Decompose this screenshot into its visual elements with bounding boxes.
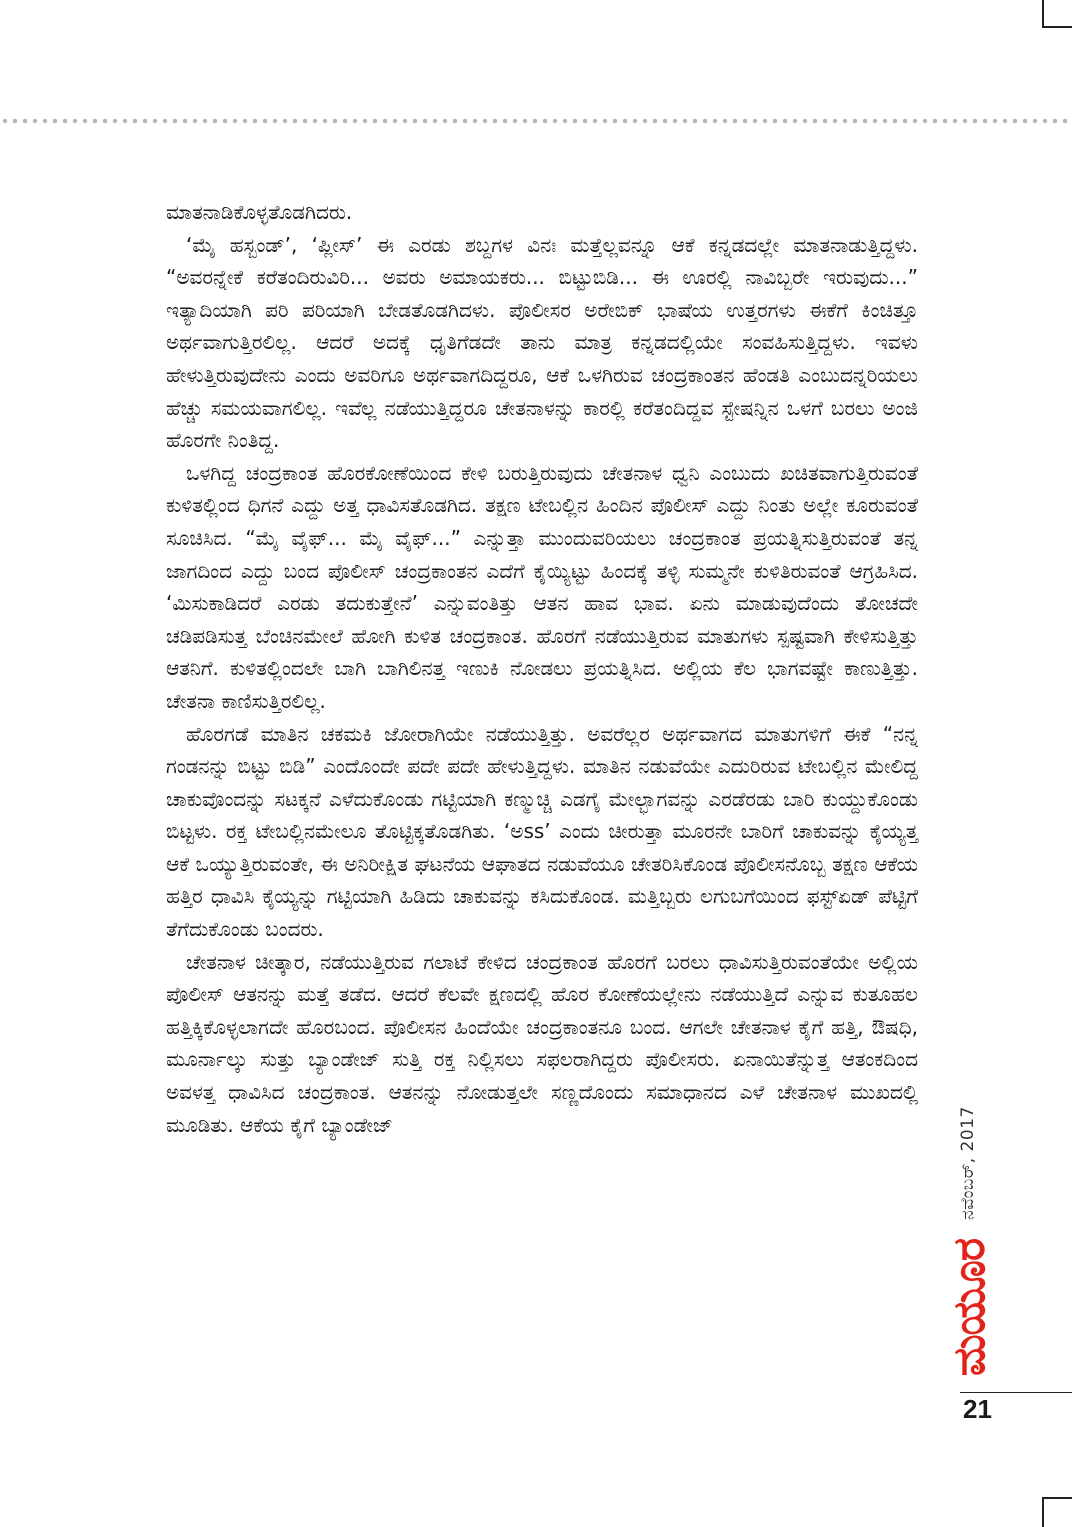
paragraph: ಹೊರಗಡೆ ಮಾತಿನ ಚಕಮಕಿ ಜೋರಾಗಿಯೇ ನಡೆಯುತ್ತಿತ್ತು. ಅವರೆಲ್ಲರ ಅರ್ಥವಾಗದ ಮಾತುಗಳಿಗೆ ಈಕೆ “ನನ್ನ ಗಂಡನನ್ನು ಬಿಟ್ಟು ಬಿಡಿ” ಎಂದೊಂದೇ ಪದೇ ಪದೇ ಹೇಳುತ್ತಿದ್ದಳು. ಮಾತಿನ ನಡುವೆಯೇ ಎದುರಿರುವ ಟೇಬಲ್ಲಿನ ಮೇಲಿದ್ದ ಚಾಕುವೊಂದನ್ನು ಸಟಕ್ಕನೆ ಎಳೆದುಕೊಂಡು ಗಟ್ಟಿಯಾಗಿ ಕಣ್ಮುಚ್ಚಿ ಎಡಗೈ ಮೇಲ್ಭಾಗವನ್ನು ಎರಡೆರಡು ಬಾರಿ ಕುಯ್ದುಕೊಂಡು ಬಿಟ್ಟಳು. ರಕ್ತ ಟೇಬಲ್ಲಿನಮೇಲೂ ತೊಟ್ಟಿಕ್ಕತೊಡಗಿತು. ‘ಅss’ ಎಂದು ಚೀರುತ್ತಾ ಮೂರನೇ ಬಾರಿಗೆ ಚಾಕುವನ್ನು ಕೈಯ್ಯತ್ತ ಆಕೆ ಒಯ್ಯುತ್ತಿರುವಂತೇ, ಈ ಅನಿರೀಕ್ಷಿತ ಘಟನೆಯ ಆಘಾತದ ನಡುವೆಯೂ ಚೇತರಿಸಿಕೊಂಡ ಪೊಲೀಸನೊಬ್ಬ ತಕ್ಷಣ ಆಕೆಯ ಹತ್ತಿರ ಧಾವಿಸಿ ಕೈಯ್ಯನ್ನು ಗಟ್ಟಿಯಾಗಿ ಹಿಡಿದು ಚಾಕುವನ್ನು ಕಸಿದುಕೊಂಡ. ಮತ್ತಿಬ್ಬರು ಲಗುಬಗೆಯಿಂದ ಫಸ್ಟ್‌ಏಡ್ ಪೆಟ್ಟಿಗೆ ತೆಗೆದುಕೊಂಡು ಬಂದರು. [166,721,918,942]
paragraph: ‘ಮೈ ಹಸ್ಬಂಡ್’, ‘ಪ್ಲೀಸ್’ ಈ ಎರಡು ಶಬ್ದಗಳ ವಿನಃ ಮತ್ತೆಲ್ಲವನ್ನೂ ಆಕೆ ಕನ್ನಡದಲ್ಲೇ ಮಾತನಾಡುತ್ತಿದ್ದಳು. “ಅವರನ್ನೇಕೆ ಕರೆತಂದಿರುವಿರಿ... ಅವರು ಅಮಾಯಕರು... ಬಿಟ್ಟುಬಿಡಿ... ಈ ಊರಲ್ಲಿ ನಾವಿಬ್ಬರೇ ಇರುವುದು...” ಇತ್ಯಾದಿಯಾಗಿ ಪರಿ ಪರಿಯಾಗಿ ಬೇಡತೊಡಗಿದಳು. ಪೊಲೀಸರ ಅರೇಬಿಕ್ ಭಾಷೆಯ ಉತ್ತರಗಳು ಈಕೆಗೆ ಕಿಂಚಿತ್ತೂ ಅರ್ಥವಾಗುತ್ತಿರಲಿಲ್ಲ. ಆದರೆ ಅದಕ್ಕೆ ಧೃತಿಗೆಡದೇ ತಾನು ಮಾತ್ರ ಕನ್ನಡದಲ್ಲಿಯೇ ಸಂವಹಿಸುತ್ತಿದ್ದಳು. ಇವಳು ಹೇಳುತ್ತಿರುವುದೇನು ಎಂದು ಅವರಿಗೂ ಅರ್ಥವಾಗದಿದ್ದರೂ, ಆಕೆ ಒಳಗಿರುವ ಚಂದ್ರಕಾಂತನ ಹೆಂಡತಿ ಎಂಬುದನ್ನರಿಯಲು ಹೆಚ್ಚು ಸಮಯವಾಗಲಿಲ್ಲ. ಇವೆಲ್ಲ ನಡೆಯುತ್ತಿದ್ದರೂ ಚೇತನಾಳನ್ನು ಕಾರಲ್ಲಿ ಕರೆತಂದಿದ್ದವ ಸ್ಟೇಷನ್ನಿನ ಒಳಗೆ ಬರಲು ಅಂಜಿ ಹೊರಗೇ ನಿಂತಿದ್ದ. [166,232,918,453]
paragraph: ಒಳಗಿದ್ದ ಚಂದ್ರಕಾಂತ ಹೊರಕೋಣೆಯಿಂದ ಕೇಳಿ ಬರುತ್ತಿರುವುದು ಚೇತನಾಳ ಧ್ವನಿ ಎಂಬುದು ಖಚಿತವಾಗುತ್ತಿರುವಂತೆ ಕುಳಿತಲ್ಲಿಂದ ಧಿಗನೆ ಎದ್ದು ಅತ್ತ ಧಾವಿಸತೊಡಗಿದ. ತಕ್ಷಣ ಟೇಬಲ್ಲಿನ ಹಿಂದಿನ ಪೊಲೀಸ್ ಎದ್ದು ನಿಂತು ಅಲ್ಲೇ ಕೂರುವಂತೆ ಸೂಚಿಸಿದ. “ಮೈ ವೈಫ್... ಮೈ ವೈಫ್...” ಎನ್ನುತ್ತಾ ಮುಂದುವರಿಯಲು ಚಂದ್ರಕಾಂತ ಪ್ರಯತ್ನಿಸುತ್ತಿರುವಂತೆ ತನ್ನ ಜಾಗದಿಂದ ಎದ್ದು ಬಂದ ಪೊಲೀಸ್ ಚಂದ್ರಕಾಂತನ ಎದೆಗೆ ಕೈಯ್ಯಿಟ್ಟು ಹಿಂದಕ್ಕೆ ತಳ್ಳಿ ಸುಮ್ಮನೇ ಕುಳಿತಿರುವಂತೆ ಆಗ್ರಹಿಸಿದ. ‘ಮಿಸುಕಾಡಿದರೆ ಎರಡು ತದುಕುತ್ತೇನೆ’ ಎನ್ನುವಂತಿತ್ತು ಆತನ ಹಾವ ಭಾವ. ಏನು ಮಾಡುವುದೆಂದು ತೋಚದೇ ಚಡಿಪಡಿಸುತ್ತ ಬೆಂಚಿನಮೇಲೆ ಹೋಗಿ ಕುಳಿತ ಚಂದ್ರಕಾಂತ. ಹೊರಗೆ ನಡೆಯುತ್ತಿರುವ ಮಾತುಗಳು ಸ್ಪಷ್ಟವಾಗಿ ಕೇಳಿಸುತ್ತಿತ್ತು ಆತನಿಗೆ. ಕುಳಿತಲ್ಲಿಂದಲೇ ಬಾಗಿ ಬಾಗಿಲಿನತ್ತ ಇಣುಕಿ ನೋಡಲು ಪ್ರಯತ್ನಿಸಿದ. ಅಲ್ಲಿಯ ಕೆಲ ಭಾಗವಷ್ಟೇ ಕಾಣುತ್ತಿತ್ತು. ಚೇತನಾ ಕಾಣಿಸುತ್ತಿರಲಿಲ್ಲ. [166,460,918,713]
dotted-divider [0,118,1072,124]
issue-date [948,1098,988,1228]
page-number: 21 [963,1394,992,1424]
page-number-rule [960,1392,1072,1393]
crop-mark-top [1042,0,1072,28]
paragraph: ಮಾತನಾಡಿಕೊಳ್ಳತೊಡಗಿದರು. [166,200,353,224]
magazine-logo [944,1232,996,1382]
paragraph: ಚೇತನಾಳ ಚೀತ್ಕಾರ, ನಡೆಯುತ್ತಿರುವ ಗಲಾಟೆ ಕೇಳಿದ ಚಂದ್ರಕಾಂತ ಹೊರಗೆ ಬರಲು ಧಾವಿಸುತ್ತಿರುವಂತೆಯೇ ಅಲ್ಲಿಯ ಪೊಲೀಸ್ ಆತನನ್ನು ಮತ್ತೆ ತಡೆದ. ಆದರೆ ಕೆಲವೇ ಕ್ಷಣದಲ್ಲಿ ಹೊರ ಕೋಣೆಯಲ್ಲೇನು ನಡೆಯುತ್ತಿದೆ ಎನ್ನುವ ಕುತೂಹಲ ಹತ್ತಿಕ್ಕಿಕೊಳ್ಳಲಾಗದೇ ಹೊರಬಂದ. ಪೊಲೀಸನ ಹಿಂದೆಯೇ ಚಂದ್ರಕಾಂತನೂ ಬಂದ. ಆಗಲೇ ಚೇತನಾಳ ಕೈಗೆ ಹತ್ತಿ, ಔಷಧಿ, ಮೂರ್ನಾಲ್ಕು ಸುತ್ತು ಬ್ಯಾಂಡೇಜ್ ಸುತ್ತಿ ರಕ್ತ ನಿಲ್ಲಿಸಲು ಸಫಲರಾಗಿದ್ದರು ಪೊಲೀಸರು. ಏನಾಯಿತೆನ್ನುತ್ತ ಆತಂಕದಿಂದ ಅವಳತ್ತ ಧಾವಿಸಿದ ಚಂದ್ರಕಾಂತ. ಆತನನ್ನು ನೋಡುತ್ತಲೇ ಸಣ್ಣದೊಂದು ಸಮಾಧಾನದ ಎಳೆ ಚೇತನಾಳ ಮುಖದಲ್ಲಿ ಮೂಡಿತು. ಆಕೆಯ ಕೈಗೆ ಬ್ಯಾಂಡೇಜ್ [166,949,918,1137]
magazine-logo-text: ಮಯೂರ [944,1238,996,1376]
crop-mark-bottom [1042,1497,1072,1527]
issue-date-text: ನವೆಂಬರ್, 2017 [958,1106,979,1220]
article-body [166,196,918,1141]
